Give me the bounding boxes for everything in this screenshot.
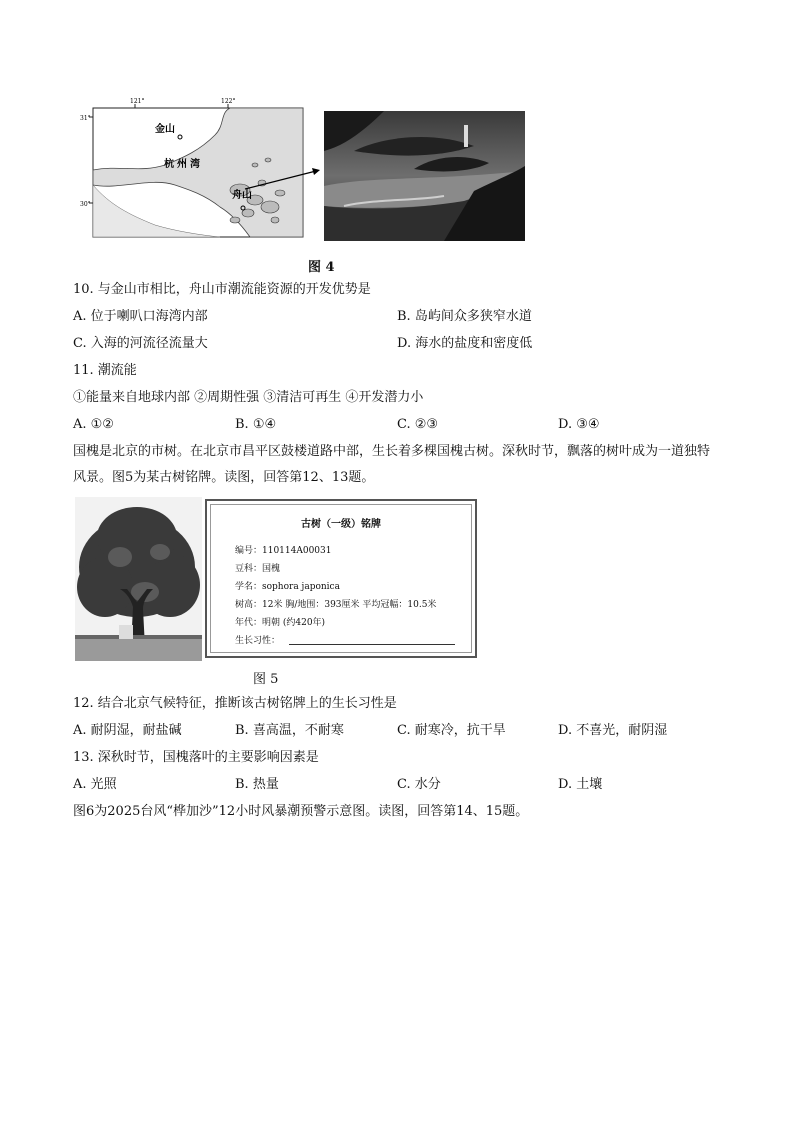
q10-stem: 10. 与金山市相比，舟山市潮流能资源的开发优势是 xyxy=(73,282,371,297)
lat-label-31: 31° xyxy=(80,115,91,122)
lat-label-30: 30° xyxy=(80,201,91,208)
intro-paragraph-1: 国槐是北京的市树。在北京市昌平区鼓楼道路中部，生长着多棵国槐古树。深秋时节，飘落的树叶成为一道独特风景。图5为某古树铭牌。读图，回答第12、13题。 xyxy=(73,444,711,485)
q13-stem: 13. 深秋时节，国槐落叶的主要影响因素是 xyxy=(73,750,319,765)
q11-stem: 11. 潮流能 xyxy=(73,363,137,378)
lon-label-122: 122° xyxy=(221,98,236,105)
q10-option-c[interactable]: C. 入海的河流径流量大 xyxy=(73,336,208,351)
figure5-plaque xyxy=(205,499,477,658)
label-hangzhou-bay: 杭州湾 xyxy=(164,159,203,170)
q12-option-c[interactable]: C. 耐寒冷，抗干旱 xyxy=(397,723,506,738)
q13-option-b[interactable]: B. 热量 xyxy=(235,777,279,792)
q12-stem: 12. 结合北京气候特征，推断该古树铭牌上的生长习性是 xyxy=(73,696,397,711)
q13-option-c[interactable]: C. 水分 xyxy=(397,777,441,792)
plaque-line-era: 年代：明朝 (约420年) xyxy=(235,618,326,628)
plaque-line-size: 树高：12米 胸/地围：393厘米 平均冠幅：10.5米 xyxy=(235,600,437,610)
label-zhoushan: 舟山 xyxy=(232,190,252,201)
plaque-line-habit: 生长习性： xyxy=(235,636,281,646)
q11-option-a[interactable]: A. ①② xyxy=(73,417,114,432)
plaque-line-family: 豆科：国槐 xyxy=(235,564,281,574)
q12-option-b[interactable]: B. 喜高温，不耐寒 xyxy=(235,723,344,738)
figure5-tree-photo xyxy=(75,497,202,661)
plaque-title: 古树（一级）铭牌 xyxy=(301,519,381,530)
q12-option-a[interactable]: A. 耐阴湿，耐盐碱 xyxy=(73,723,182,738)
lon-label-121: 121° xyxy=(130,98,145,105)
q10-option-d[interactable]: D. 海水的盐度和密度低 xyxy=(397,336,533,351)
intro-paragraph-2: 图6为2025台风“桦加沙”12小时风暴潮预警示意图。读图，回答第14、15题。 xyxy=(73,804,529,819)
plaque-line-scientific-name: 学名：sophora japonica xyxy=(235,582,340,592)
q11-option-b[interactable]: B. ①④ xyxy=(235,417,277,432)
figure4-map xyxy=(80,95,320,241)
q13-option-d[interactable]: D. 土壤 xyxy=(558,777,603,792)
figure4-caption: 图 4 xyxy=(308,260,335,275)
plaque-line-id: 编号：110114A00031 xyxy=(235,546,332,556)
q11-option-c[interactable]: C. ②③ xyxy=(397,417,439,432)
q11-option-d[interactable]: D. ③④ xyxy=(558,417,600,432)
q12-option-d[interactable]: D. 不喜光，耐阴湿 xyxy=(558,723,668,738)
label-jinshan: 金山 xyxy=(155,124,175,135)
figure4-photo xyxy=(324,111,525,241)
figure5-caption: 图 5 xyxy=(253,672,279,687)
q13-option-a[interactable]: A. 光照 xyxy=(73,777,117,792)
q10-option-b[interactable]: B. 岛屿间众多狭窄水道 xyxy=(397,309,532,324)
q10-option-a[interactable]: A. 位于喇叭口海湾内部 xyxy=(73,309,208,324)
q11-statements: ①能量来自地球内部 ②周期性强 ③清洁可再生 ④开发潜力小 xyxy=(73,390,424,405)
plaque-habit-blank xyxy=(289,644,455,645)
